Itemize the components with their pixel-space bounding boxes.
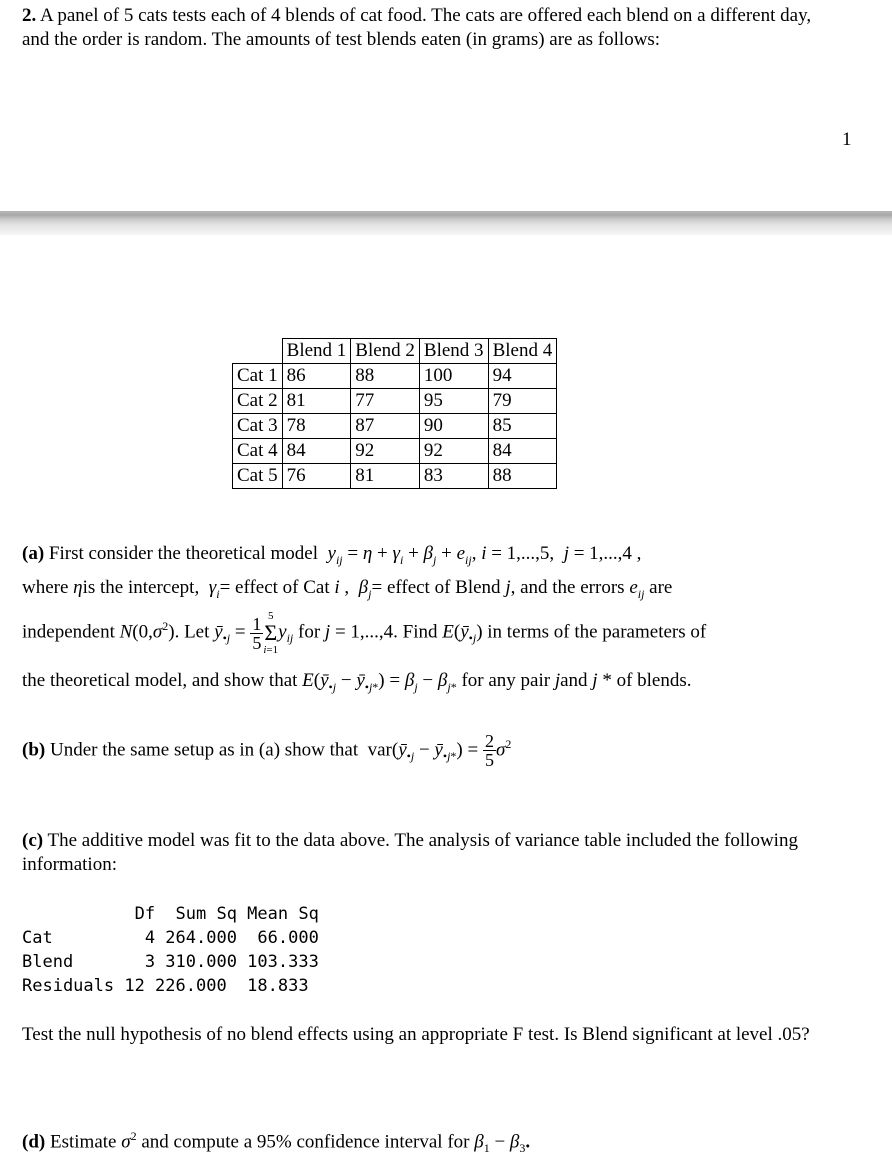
part-a-line-2: where ηis the intercept, $\gamma_i=$ effect of Cat i , $\beta_j=$ effect of Blend j, and the errors $e_{ij}$ are — [22, 577, 673, 601]
table-row — [233, 439, 557, 464]
header-blend-2: Blend 2 — [351, 339, 420, 364]
table-cell: 84 — [282, 439, 351, 464]
anova-header: Df Sum Sq Mean Sq — [22, 904, 319, 924]
table-cell: 95 — [419, 389, 488, 414]
problem-intro-text: A panel of 5 cats tests each of 4 blends of cat food. The cats are offered each blend on a different day, and the order is random. The amounts of test blends eaten (in grams) are as follows: — [22, 5, 812, 50]
anova-row: Cat 4 264.000 66.000 — [22, 928, 319, 948]
cat-food-table — [232, 338, 557, 489]
terms-text: in terms of the parameters of — [487, 621, 707, 643]
beta-definition: = effect of Blend — [371, 577, 501, 598]
row-label: Cat 2 — [233, 389, 283, 414]
part-c-label: (c) — [22, 830, 44, 851]
part-d: (d) Estimate $\sigma^2$ and compute a 95% confidence interval for $\beta_1 - \beta_3$. — [22, 1129, 531, 1156]
table-cell: 81 — [282, 389, 351, 414]
part-a-model: $y_{ij} = \eta + \gamma_i + \beta_j + e_{ij}$, i = 1,...,5, j = 1,...,4 , — [327, 543, 642, 567]
table-cell: 85 — [488, 414, 557, 439]
table-cell: 88 — [488, 464, 557, 489]
table-cell: 79 — [488, 389, 557, 414]
find-text: . Find — [393, 621, 438, 643]
part-b: (b) Under the same setup as in (a) show that $var(ȳ_{•j}$ − $ȳ_{•j*}$) = $\frac{2}{5}$ $\sigma^2$ — [22, 731, 512, 771]
table-cell: 86 — [282, 364, 351, 389]
table-cell: 76 — [282, 464, 351, 489]
part-a-intro: First consider the theoretical model — [48, 543, 318, 564]
intercept-text: is the intercept, — [82, 577, 200, 598]
part-c — [22, 829, 842, 877]
table-cell: 92 — [419, 439, 488, 464]
table-cell: 87 — [351, 414, 420, 439]
any-pair-text: for any pair — [461, 670, 551, 691]
fraction-one-fifth: $\frac{1}{5}$ — [252, 613, 262, 653]
table-cell: 92 — [351, 439, 420, 464]
page-number: 1 — [842, 129, 852, 150]
row-label: Cat 3 — [233, 414, 283, 439]
table-cell: 78 — [282, 414, 351, 439]
table-cell: 77 — [351, 389, 420, 414]
independent-text: independent — [22, 621, 115, 643]
part-a-label: (a) — [22, 543, 45, 564]
table-cell: 90 — [419, 414, 488, 439]
table-row — [233, 414, 557, 439]
of-blends-text: of blends. — [616, 670, 692, 691]
header-blend-1: Blend 1 — [282, 339, 351, 364]
errors-text: , and the errors — [510, 577, 625, 598]
table-cell: 88 — [351, 364, 420, 389]
problem-intro — [22, 4, 812, 52]
table-cell: 81 — [351, 464, 420, 489]
problem-number: 2. — [22, 5, 37, 26]
part-b-text: Under the same setup as in (a) show that — [49, 739, 359, 761]
row-label: Cat 4 — [233, 439, 283, 464]
part-a-line-3: independent $N(0,\sigma^2)$. Let $ȳ_{•j}$ = $\frac{1}{5}$ 5 Σ i=1 $y_{ij}$ for j = 1,...,4. Find $E(ȳ_{•j})$ in terms of the parameters of — [22, 610, 707, 656]
anova-table — [22, 902, 319, 998]
row-label: Cat 1 — [233, 364, 283, 389]
table-corner — [233, 339, 283, 364]
table-header-row — [233, 339, 557, 364]
summation: 5 Σ i=1 — [263, 610, 279, 656]
header-blend-3: Blend 3 — [419, 339, 488, 364]
table-cell: 83 — [419, 464, 488, 489]
gamma-definition: = effect of Cat — [219, 577, 330, 598]
part-a-line-1 — [22, 542, 641, 572]
page-divider — [0, 211, 892, 235]
show-that-text: the theoretical model, and show that — [22, 670, 298, 691]
table-cell: 84 — [488, 439, 557, 464]
part-a-line-4: the theoretical model, and show that $E(ȳ_{•j}$ − $ȳ_{•j*}) = \beta_j - \beta_{j*}$ for any pair jand j * of blends. — [22, 670, 692, 694]
are-text: are — [649, 577, 673, 598]
anova-row: Residuals 12 226.000 18.833 — [22, 976, 309, 996]
header-blend-4: Blend 4 — [488, 339, 557, 364]
where-text: where — [22, 577, 69, 598]
for-text: for — [298, 621, 321, 643]
anova-row: Blend 3 310.000 103.333 — [22, 952, 319, 972]
row-label: Cat 5 — [233, 464, 283, 489]
part-d-label: (d) — [22, 1131, 46, 1153]
part-c-text: The additive model was fit to the data above. The analysis of variance table included the following information: — [22, 830, 798, 875]
table-row — [233, 364, 557, 389]
part-d-text-1: Estimate — [49, 1131, 117, 1153]
table-row — [233, 464, 557, 489]
let-text: . Let — [174, 621, 210, 643]
part-c-question: Test the null hypothesis of no blend effects using an appropriate F test. Is Blend significant at level .05? — [22, 1024, 810, 1045]
table-cell: 100 — [419, 364, 488, 389]
eta-symbol: η — [73, 577, 83, 598]
part-d-text-2: and compute a 95% confidence interval for — [141, 1131, 470, 1153]
and-text: and — [560, 670, 588, 691]
table-row — [233, 389, 557, 414]
fraction-two-fifths: $\frac{2}{5}$ — [484, 731, 494, 771]
part-b-label: (b) — [22, 739, 46, 761]
table-cell: 94 — [488, 364, 557, 389]
